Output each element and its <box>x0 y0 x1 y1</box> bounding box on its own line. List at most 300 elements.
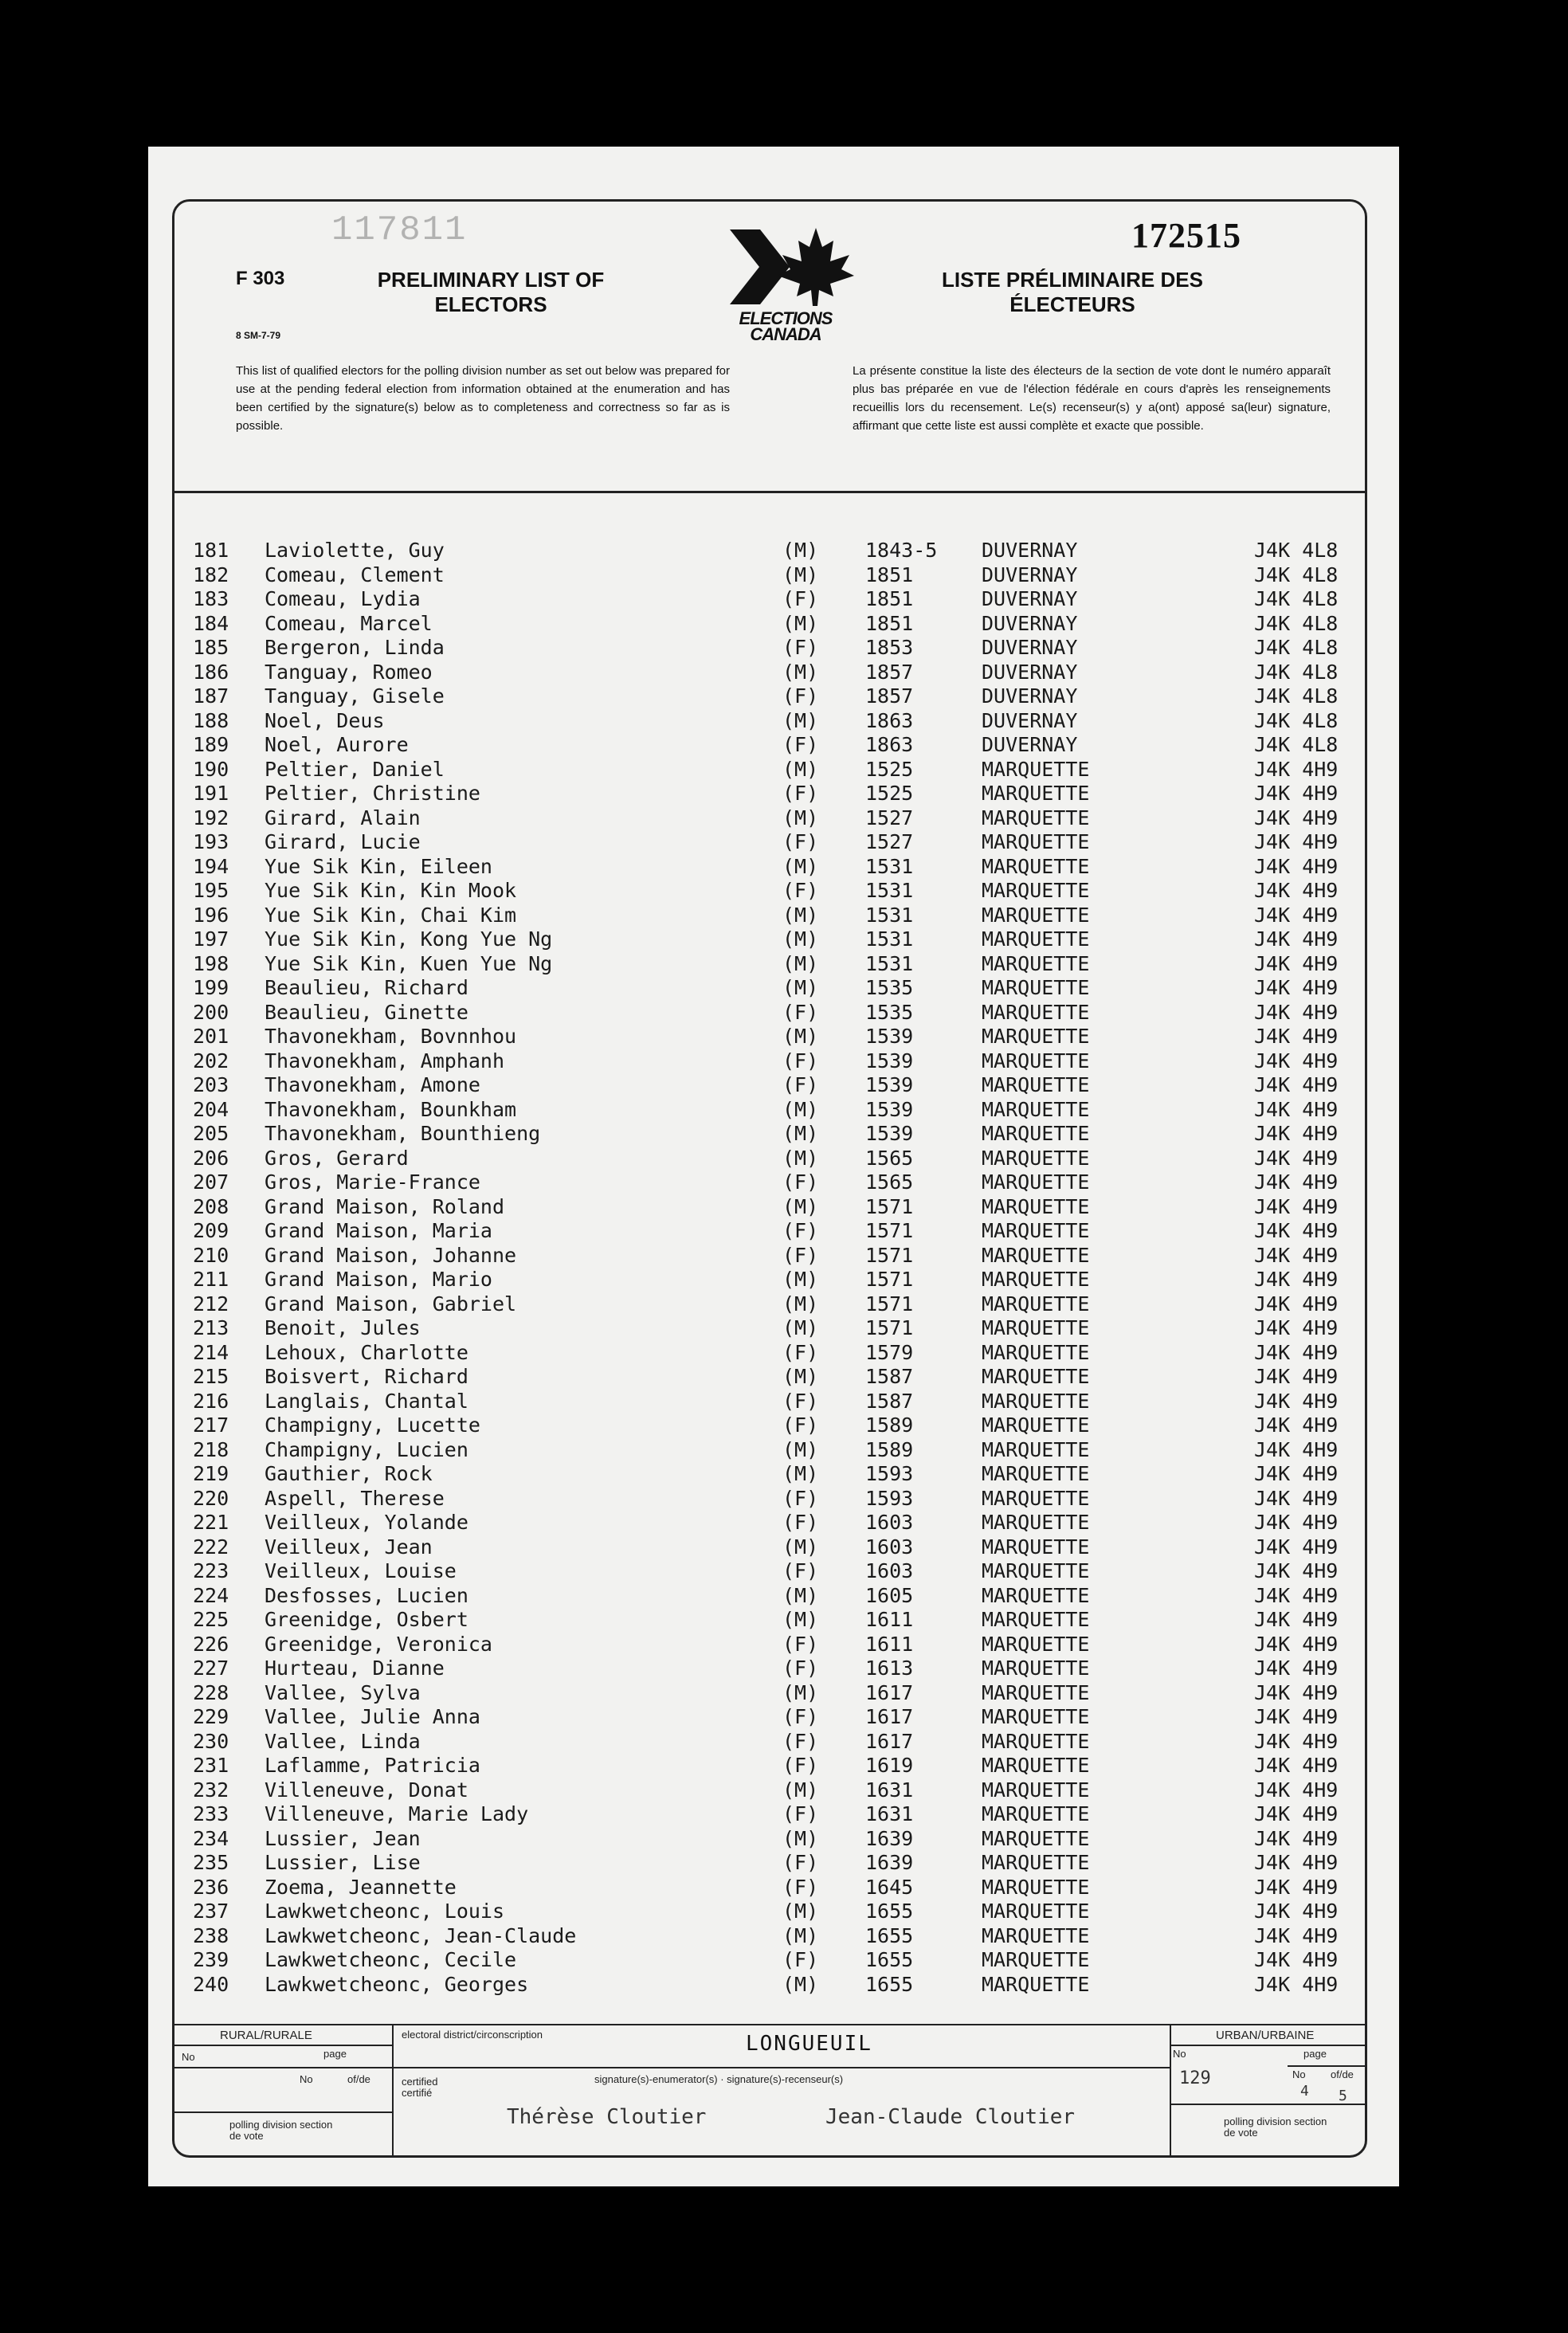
elector-name: Beaulieu, Richard <box>265 976 468 999</box>
elector-street: MARQUETTE <box>982 1219 1090 1242</box>
elector-name: Lehoux, Charlotte <box>265 1340 468 1364</box>
elector-number: 230 <box>193 1729 229 1753</box>
elector-row <box>193 539 1372 563</box>
elector-sex: (F) <box>782 1875 819 1899</box>
elector-street: MARQUETTE <box>982 1535 1090 1559</box>
elector-number: 223 <box>193 1559 229 1582</box>
elector-sex: (M) <box>782 1583 819 1607</box>
page-total: 5 <box>1339 2088 1347 2104</box>
elector-name: Yue Sik Kin, Kong Yue Ng <box>265 927 553 951</box>
elector-sex: (F) <box>782 1170 819 1194</box>
elector-address-number: 1539 <box>865 1025 914 1048</box>
elector-number: 217 <box>193 1414 229 1437</box>
elector-postal-code: J4K 4L8 <box>1254 563 1339 586</box>
elector-row <box>193 1559 1372 1584</box>
elector-address-number: 1611 <box>865 1608 914 1631</box>
elector-sex: (M) <box>782 903 819 927</box>
elector-postal-code: J4K 4H9 <box>1254 1194 1339 1218</box>
elector-number: 232 <box>193 1778 229 1802</box>
elector-address-number: 1531 <box>865 927 914 951</box>
elector-address-number: 1571 <box>865 1219 914 1242</box>
elector-name: Vallee, Julie Anna <box>265 1705 480 1728</box>
elector-name: Villeneuve, Marie Lady <box>265 1802 529 1825</box>
elector-name: Laflamme, Patricia <box>265 1754 480 1777</box>
elector-row <box>193 1098 1372 1123</box>
elector-postal-code: J4K 4H9 <box>1254 1900 1339 1923</box>
elector-number: 213 <box>193 1316 229 1339</box>
elector-address-number: 1539 <box>865 1122 914 1145</box>
elector-name: Gauthier, Rock <box>265 1462 433 1485</box>
elector-postal-code: J4K 4H9 <box>1254 1389 1339 1413</box>
urban-page-no-label: No <box>1292 2068 1306 2080</box>
elector-sex: (F) <box>782 782 819 805</box>
elector-sex: (F) <box>782 1559 819 1582</box>
elector-number: 209 <box>193 1219 229 1242</box>
signature-enumerator-1: Thérèse Cloutier <box>507 2105 707 2129</box>
elector-row <box>193 758 1372 782</box>
elector-name: Yue Sik Kin, Chai Kim <box>265 903 517 927</box>
elector-number: 221 <box>193 1511 229 1534</box>
elector-address-number: 1531 <box>865 951 914 975</box>
elector-sex: (M) <box>782 854 819 878</box>
elector-number: 212 <box>193 1292 229 1315</box>
elector-postal-code: J4K 4H9 <box>1254 1097 1339 1121</box>
form-footer <box>172 2024 1367 2158</box>
elector-street: DUVERNAY <box>982 684 1078 708</box>
elector-street: MARQUETTE <box>982 1073 1090 1096</box>
elector-name: Vallee, Sylva <box>265 1680 421 1704</box>
elector-sex: (F) <box>782 1948 819 1971</box>
header-divider <box>172 491 1367 493</box>
elector-address-number: 1565 <box>865 1170 914 1194</box>
elector-street: MARQUETTE <box>982 854 1090 878</box>
elector-row <box>193 1851 1372 1876</box>
elector-row <box>193 830 1372 855</box>
elector-postal-code: J4K 4H9 <box>1254 951 1339 975</box>
elector-street: MARQUETTE <box>982 806 1090 829</box>
page-number: 4 <box>1300 2083 1309 2100</box>
elector-sex: (M) <box>782 927 819 951</box>
elector-number: 216 <box>193 1389 229 1413</box>
elector-row <box>193 1001 1372 1025</box>
elector-street: DUVERNAY <box>982 611 1078 635</box>
elector-number: 189 <box>193 733 229 756</box>
elector-number: 187 <box>193 684 229 708</box>
elector-address-number: 1527 <box>865 806 914 829</box>
elector-postal-code: J4K 4H9 <box>1254 903 1339 927</box>
elector-postal-code: J4K 4L8 <box>1254 636 1339 659</box>
elector-name: Bergeron, Linda <box>265 636 445 659</box>
elector-name: Langlais, Chantal <box>265 1389 468 1413</box>
elector-address-number: 1565 <box>865 1146 914 1170</box>
elector-row <box>193 563 1372 588</box>
elector-number: 233 <box>193 1802 229 1825</box>
elector-name: Desfosses, Lucien <box>265 1583 468 1607</box>
elector-address-number: 1531 <box>865 854 914 878</box>
elector-number: 185 <box>193 636 229 659</box>
elector-address-number: 1525 <box>865 782 914 805</box>
elector-number: 206 <box>193 1146 229 1170</box>
elector-name: Yue Sik Kin, Kin Mook <box>265 879 517 902</box>
rural-page-no-label: No <box>300 2073 313 2085</box>
elector-row <box>193 1657 1372 1681</box>
rural-of-label: of/de <box>347 2073 370 2085</box>
elector-postal-code: J4K 4H9 <box>1254 1535 1339 1559</box>
elector-number: 220 <box>193 1486 229 1510</box>
elector-street: MARQUETTE <box>982 1875 1090 1899</box>
elector-sex: (M) <box>782 1535 819 1559</box>
elector-row <box>193 1147 1372 1171</box>
urban-page-label: page <box>1303 2048 1327 2060</box>
elector-row <box>193 1122 1372 1147</box>
elector-number: 199 <box>193 976 229 999</box>
elector-sex: (M) <box>782 1680 819 1704</box>
elector-street: MARQUETTE <box>982 782 1090 805</box>
elector-name: Lussier, Jean <box>265 1826 421 1850</box>
elector-postal-code: J4K 4L8 <box>1254 684 1339 708</box>
elector-street: DUVERNAY <box>982 587 1078 610</box>
elector-street: MARQUETTE <box>982 903 1090 927</box>
elector-row <box>193 1754 1372 1778</box>
elector-sex: (F) <box>782 1000 819 1024</box>
elector-postal-code: J4K 4H9 <box>1254 782 1339 805</box>
district-label: electoral district/circonscription <box>402 2029 543 2041</box>
elector-sex: (M) <box>782 1316 819 1339</box>
elector-street: MARQUETTE <box>982 1097 1090 1121</box>
elector-row <box>193 1948 1372 1973</box>
elector-postal-code: J4K 4H9 <box>1254 1292 1339 1315</box>
elector-number: 236 <box>193 1875 229 1899</box>
elector-number: 226 <box>193 1632 229 1656</box>
elector-sex: (F) <box>782 1729 819 1753</box>
elector-postal-code: J4K 4H9 <box>1254 1122 1339 1145</box>
elector-sex: (F) <box>782 1414 819 1437</box>
elector-postal-code: J4K 4H9 <box>1254 1608 1339 1631</box>
elector-row <box>193 927 1372 952</box>
elector-postal-code: J4K 4H9 <box>1254 1680 1339 1704</box>
elector-street: DUVERNAY <box>982 660 1078 684</box>
elector-row <box>193 587 1372 612</box>
elector-sex: (F) <box>782 587 819 610</box>
elector-row <box>193 1535 1372 1560</box>
elector-postal-code: J4K 4H9 <box>1254 1243 1339 1267</box>
elector-street: MARQUETTE <box>982 1632 1090 1656</box>
elector-number: 197 <box>193 927 229 951</box>
elector-number: 196 <box>193 903 229 927</box>
elector-sex: (F) <box>782 1705 819 1728</box>
elector-name: Vallee, Linda <box>265 1729 421 1753</box>
elector-address-number: 1587 <box>865 1389 914 1413</box>
footer-top-rule <box>172 2024 1367 2025</box>
elector-address-number: 1639 <box>865 1851 914 1874</box>
elector-sex: (M) <box>782 1146 819 1170</box>
serial-number: 172515 <box>1131 216 1241 255</box>
elector-postal-code: J4K 4H9 <box>1254 1146 1339 1170</box>
faded-stamp: 117811 <box>331 210 468 250</box>
elector-row <box>193 1025 1372 1049</box>
urban-no-label: No <box>1173 2048 1186 2060</box>
elector-number: 182 <box>193 563 229 586</box>
elector-name: Lawkwetcheonc, Cecile <box>265 1948 517 1971</box>
electors-list <box>193 539 1372 1997</box>
rural-rule-1 <box>172 2045 392 2046</box>
elector-postal-code: J4K 4H9 <box>1254 1875 1339 1899</box>
elector-sex: (M) <box>782 1122 819 1145</box>
elector-sex: (F) <box>782 879 819 902</box>
elector-address-number: 1655 <box>865 1948 914 1971</box>
elector-name: Benoit, Jules <box>265 1316 421 1339</box>
elector-sex: (M) <box>782 563 819 586</box>
elector-row <box>193 1365 1372 1390</box>
elector-postal-code: J4K 4H9 <box>1254 1754 1339 1777</box>
elector-address-number: 1571 <box>865 1316 914 1339</box>
elector-address-number: 1593 <box>865 1462 914 1485</box>
elector-postal-code: J4K 4H9 <box>1254 1826 1339 1850</box>
elector-postal-code: J4K 4H9 <box>1254 1170 1339 1194</box>
elector-address-number: 1579 <box>865 1340 914 1364</box>
elector-name: Grand Maison, Maria <box>265 1219 492 1242</box>
elector-sex: (M) <box>782 1826 819 1850</box>
urban-rule-3 <box>1170 2104 1367 2105</box>
elector-sex: (M) <box>782 1462 819 1485</box>
elector-address-number: 1863 <box>865 708 914 732</box>
elector-address-number: 1535 <box>865 976 914 999</box>
rural-polling-division-label: polling division section de vote <box>229 2119 333 2142</box>
elector-number: 224 <box>193 1583 229 1607</box>
elector-postal-code: J4K 4L8 <box>1254 611 1339 635</box>
elector-number: 208 <box>193 1194 229 1218</box>
elector-address-number: 1843-5 <box>865 539 938 562</box>
elector-address-number: 1645 <box>865 1875 914 1899</box>
elector-row <box>193 1681 1372 1706</box>
elector-sex: (F) <box>782 1243 819 1267</box>
elector-name: Villeneuve, Donat <box>265 1778 468 1802</box>
elector-number: 235 <box>193 1851 229 1874</box>
elector-sex: (M) <box>782 1900 819 1923</box>
form-number: F 303 <box>236 268 285 289</box>
elector-name: Champigny, Lucette <box>265 1414 480 1437</box>
elector-postal-code: J4K 4L8 <box>1254 587 1339 610</box>
elector-street: MARQUETTE <box>982 927 1090 951</box>
elector-address-number: 1535 <box>865 1000 914 1024</box>
elector-postal-code: J4K 4H9 <box>1254 1583 1339 1607</box>
elector-number: 202 <box>193 1049 229 1072</box>
elector-street: MARQUETTE <box>982 1948 1090 1971</box>
elector-street: MARQUETTE <box>982 1146 1090 1170</box>
elector-row <box>193 782 1372 806</box>
certification-note-french: La présente constitue la liste des électeurs de la section de vote dont le numéro apparaît plus bas préparée en vue de l'élection fédérale en cours d'après les renseignements recueillis lors du recensement. Le(s) recenseur(s) y a(ont) apposé sa(leur) signature, affirmant que cette liste est aussi complète et exacte que possible. <box>853 364 1331 433</box>
elector-number: 195 <box>193 879 229 902</box>
elector-row <box>193 733 1372 758</box>
elector-address-number: 1853 <box>865 636 914 659</box>
elector-address-number: 1639 <box>865 1826 914 1850</box>
elector-postal-code: J4K 4H9 <box>1254 1778 1339 1802</box>
elector-number: 229 <box>193 1705 229 1728</box>
elector-address-number: 1617 <box>865 1705 914 1728</box>
elector-number: 201 <box>193 1025 229 1048</box>
elector-street: MARQUETTE <box>982 1608 1090 1631</box>
elector-address-number: 1863 <box>865 733 914 756</box>
district-value: LONGUEUIL <box>746 2032 872 2056</box>
elector-street: MARQUETTE <box>982 1826 1090 1850</box>
title-english: PRELIMINARY LIST OF ELECTORS <box>377 268 605 316</box>
elector-street: MARQUETTE <box>982 879 1090 902</box>
elector-name: Peltier, Daniel <box>265 757 445 781</box>
elector-number: 228 <box>193 1680 229 1704</box>
elector-street: DUVERNAY <box>982 636 1078 659</box>
elector-address-number: 1851 <box>865 563 914 586</box>
elector-sex: (M) <box>782 611 819 635</box>
elector-address-number: 1603 <box>865 1535 914 1559</box>
elector-sex: (F) <box>782 636 819 659</box>
elector-row <box>193 879 1372 904</box>
elector-postal-code: J4K 4H9 <box>1254 927 1339 951</box>
elector-postal-code: J4K 4H9 <box>1254 757 1339 781</box>
elector-number: 215 <box>193 1365 229 1388</box>
elector-address-number: 1539 <box>865 1073 914 1096</box>
elector-postal-code: J4K 4H9 <box>1254 1802 1339 1825</box>
elector-postal-code: J4K 4H9 <box>1254 1340 1339 1364</box>
elector-name: Veilleux, Louise <box>265 1559 457 1582</box>
elector-sex: (F) <box>782 684 819 708</box>
elector-address-number: 1851 <box>865 611 914 635</box>
elector-name: Boisvert, Richard <box>265 1365 468 1388</box>
elector-number: 192 <box>193 806 229 829</box>
elector-name: Gros, Gerard <box>265 1146 409 1170</box>
elector-number: 219 <box>193 1462 229 1485</box>
elector-street: MARQUETTE <box>982 1802 1090 1825</box>
elector-row <box>193 1462 1372 1487</box>
elector-name: Veilleux, Yolande <box>265 1511 468 1534</box>
elector-number: 231 <box>193 1754 229 1777</box>
elector-street: DUVERNAY <box>982 708 1078 732</box>
elector-street: MARQUETTE <box>982 757 1090 781</box>
elector-postal-code: J4K 4H9 <box>1254 1705 1339 1728</box>
title-french: LISTE PRÉLIMINAIRE DES ÉLECTEURS <box>942 268 1203 316</box>
elector-number: 205 <box>193 1122 229 1145</box>
elector-row <box>193 1633 1372 1657</box>
elector-postal-code: J4K 4H9 <box>1254 1657 1339 1680</box>
elector-row <box>193 1195 1372 1220</box>
elector-address-number: 1525 <box>865 757 914 781</box>
elector-address-number: 1851 <box>865 587 914 610</box>
elector-street: MARQUETTE <box>982 951 1090 975</box>
elector-number: 227 <box>193 1657 229 1680</box>
elector-row <box>193 1049 1372 1074</box>
elector-sex: (F) <box>782 1802 819 1825</box>
elector-postal-code: J4K 4H9 <box>1254 1365 1339 1388</box>
elector-address-number: 1603 <box>865 1559 914 1582</box>
elector-postal-code: J4K 4H9 <box>1254 1851 1339 1874</box>
elector-postal-code: J4K 4H9 <box>1254 830 1339 853</box>
elector-street: MARQUETTE <box>982 1049 1090 1072</box>
elector-row <box>193 1705 1372 1730</box>
elector-address-number: 1605 <box>865 1583 914 1607</box>
rural-no-label: No <box>182 2051 195 2063</box>
elector-number: 238 <box>193 1923 229 1947</box>
elector-address-number: 1571 <box>865 1268 914 1291</box>
elector-sex: (F) <box>782 1657 819 1680</box>
elector-row <box>193 1244 1372 1268</box>
elector-name: Lawkwetcheonc, Georges <box>265 1972 529 1996</box>
elector-name: Thavonekham, Bounkham <box>265 1097 517 1121</box>
elector-name: Aspell, Therese <box>265 1486 445 1510</box>
elector-street: DUVERNAY <box>982 539 1078 562</box>
elector-sex: (M) <box>782 1972 819 1996</box>
elector-number: 237 <box>193 1900 229 1923</box>
certified-label: certified certifié <box>402 2076 438 2099</box>
elector-street: MARQUETTE <box>982 1657 1090 1680</box>
elector-address-number: 1531 <box>865 903 914 927</box>
elector-number: 184 <box>193 611 229 635</box>
elector-sex: (F) <box>782 1511 819 1534</box>
elector-row <box>193 1073 1372 1098</box>
elector-postal-code: J4K 4H9 <box>1254 1972 1339 1996</box>
elector-number: 214 <box>193 1340 229 1364</box>
elector-street: MARQUETTE <box>982 1511 1090 1534</box>
polling-division-number: 129 <box>1179 2068 1211 2088</box>
elector-row <box>193 952 1372 977</box>
elector-address-number: 1613 <box>865 1657 914 1680</box>
elector-street: MARQUETTE <box>982 1365 1090 1388</box>
elector-number: 181 <box>193 539 229 562</box>
elector-name: Grand Maison, Gabriel <box>265 1292 517 1315</box>
elector-postal-code: J4K 4H9 <box>1254 1268 1339 1291</box>
elector-postal-code: J4K 4H9 <box>1254 1025 1339 1048</box>
elector-name: Grand Maison, Johanne <box>265 1243 517 1267</box>
elector-street: DUVERNAY <box>982 733 1078 756</box>
elector-name: Lawkwetcheonc, Louis <box>265 1900 505 1923</box>
elector-name: Comeau, Marcel <box>265 611 433 635</box>
elector-name: Champigny, Lucien <box>265 1437 468 1461</box>
elector-sex: (M) <box>782 1025 819 1048</box>
elector-sex: (M) <box>782 1365 819 1388</box>
elector-sex: (F) <box>782 1340 819 1364</box>
elector-sex: (M) <box>782 1778 819 1802</box>
elector-street: MARQUETTE <box>982 1559 1090 1582</box>
signature-label: signature(s)-enumerator(s) · signature(s)-recenseur(s) <box>594 2073 844 2085</box>
elector-street: MARQUETTE <box>982 1754 1090 1777</box>
elections-canada-logo <box>714 223 857 343</box>
elector-postal-code: J4K 4H9 <box>1254 1219 1339 1242</box>
elector-number: 204 <box>193 1097 229 1121</box>
elector-name: Noel, Aurore <box>265 733 409 756</box>
urban-rule-1 <box>1170 2045 1367 2046</box>
elector-row <box>193 1316 1372 1341</box>
elector-row <box>193 1802 1372 1827</box>
elector-number: 211 <box>193 1268 229 1291</box>
elector-street: MARQUETTE <box>982 1729 1090 1753</box>
elector-street: MARQUETTE <box>982 1900 1090 1923</box>
rural-label: RURAL/RURALE <box>220 2029 312 2042</box>
elector-address-number: 1603 <box>865 1511 914 1534</box>
signature-enumerator-2: Jean-Claude Cloutier <box>825 2105 1076 2129</box>
elector-row <box>193 661 1372 685</box>
elector-postal-code: J4K 4H9 <box>1254 1049 1339 1072</box>
elector-name: Comeau, Clement <box>265 563 445 586</box>
elector-sex: (M) <box>782 1292 819 1315</box>
elector-row <box>193 1341 1372 1366</box>
elector-sex: (M) <box>782 1608 819 1631</box>
elector-address-number: 1539 <box>865 1097 914 1121</box>
elector-address-number: 1655 <box>865 1972 914 1996</box>
elector-street: MARQUETTE <box>982 1194 1090 1218</box>
elector-number: 222 <box>193 1535 229 1559</box>
elector-sex: (F) <box>782 1073 819 1096</box>
elector-row <box>193 976 1372 1001</box>
elector-number: 194 <box>193 854 229 878</box>
elector-name: Greenidge, Veronica <box>265 1632 492 1656</box>
